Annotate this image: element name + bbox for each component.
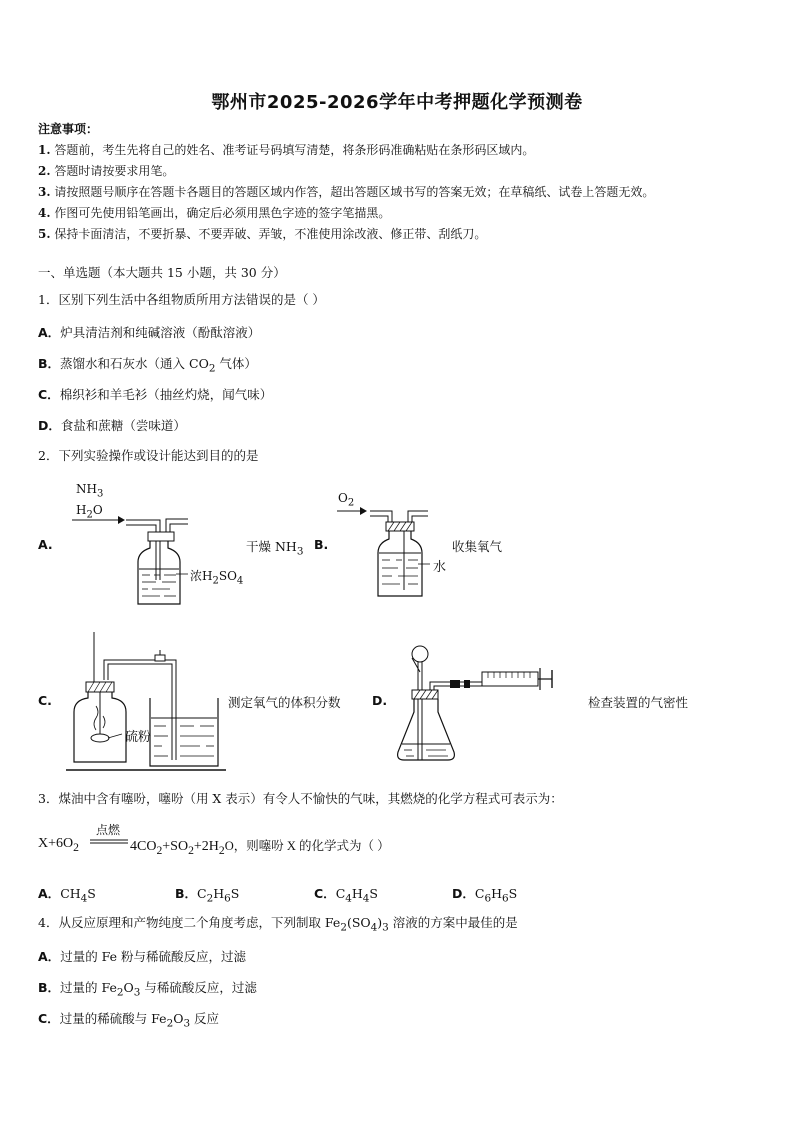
- q1-option-a: A．炉具清洁剂和纯碱溶液（酚酞溶液）: [38, 325, 261, 340]
- question-3-stem: 3．煤油中含有噻吩，噻吩（用 X 表示）有令人不愉快的气味，其燃烧的化学方程式可表示为：: [38, 791, 563, 806]
- q3-condition: 点燃: [96, 823, 121, 837]
- q3-equation-right: $4CO_2+SO_2+2H_2O$，则噻吩 X 的化学式为（ ）: [130, 839, 390, 857]
- q2b-caption: 收集氧气: [452, 539, 503, 554]
- q2a-gas-nh3: $NH_3$: [76, 482, 104, 500]
- q2a-caption: 干燥 $NH_3$: [246, 539, 304, 558]
- q3-option-c: C．$C_4H_4S$: [314, 886, 378, 905]
- note-item: 3. 请按照题号顺序在答题卡各题目的答题区域内作答，超出答题区域书写的答案无效；在草稿纸、试卷上答题无效。: [38, 185, 655, 199]
- q2-option-b-label: B.: [314, 537, 329, 552]
- q2-option-a-label: A.: [38, 537, 53, 552]
- q3-option-d: D．$C_6H_6S$: [452, 886, 518, 905]
- question-2-stem: 2．下列实验操作或设计能达到目的的是: [38, 448, 259, 463]
- page-title: 鄂州市2025-2026学年中考押题化学预测卷: [211, 92, 583, 113]
- q3-option-a: A．$CH_4S$: [38, 886, 96, 905]
- q4-option-c: C．过量的稀硫酸与 $Fe_2O_3$ 反应: [38, 1011, 220, 1030]
- q2b-gas-o2: $O_2$: [338, 491, 355, 509]
- q1-option-c: C．棉织衫和羊毛衫（抽丝灼烧，闻气味）: [38, 387, 273, 402]
- q3-equation-left: $X+6O_2$: [38, 836, 79, 854]
- question-1-stem: 1．区别下列生活中各组物质所用方法错误的是（ ）: [38, 292, 325, 307]
- q4-option-a: A．过量的 Fe 粉与稀硫酸反应，过滤: [38, 949, 247, 964]
- q2c-caption: 测定氧气的体积分数: [228, 695, 341, 710]
- q2-option-c-label: C.: [38, 693, 52, 708]
- q2d-caption: 检查装置的气密性: [588, 695, 689, 710]
- notes-heading: 注意事项：: [38, 122, 99, 136]
- note-item: 2. 答题时请按要求用笔。: [38, 164, 175, 178]
- section-heading: 一、单选题（本大题共 15 小题，共 30 分）: [38, 265, 286, 280]
- note-item: 4. 作图可先使用铅笔画出，确定后必须用黑色字迹的签字笔描黑。: [38, 206, 391, 220]
- q2a-liquid-label: 浓$H_2SO_4$: [190, 569, 244, 587]
- q2-option-d-label: D.: [372, 693, 388, 708]
- q2b-liquid-label: 水: [433, 560, 447, 575]
- note-item: 1. 答题前，考生先将自己的姓名、准考证号码填写清楚，将条形码准确粘贴在条形码区域内。: [38, 143, 535, 157]
- q1-option-d: D．食盐和蔗糖（尝味道）: [38, 418, 186, 433]
- q2a-gas-h2o: $H_2O$: [76, 503, 103, 521]
- question-4-stem: 4．从反应原理和产物纯度二个角度考虑，下列制取 $Fe_2(SO_4)_3$ 溶液的方案中最佳的是: [38, 915, 518, 934]
- q1-option-b: B．蒸馏水和石灰水（通入 $CO_2$ 气体）: [38, 356, 257, 375]
- note-item: 5. 保持卡面清洁，不要折暴、不要弄破、弄皱，不准使用涂改液、修正带、刮纸刀。: [38, 227, 487, 241]
- q3-option-b: B．$C_2H_6S$: [175, 886, 240, 905]
- q4-option-b: B．过量的 $Fe_2O_3$ 与稀硫酸反应，过滤: [38, 980, 257, 999]
- q2c-sulfur-label: 硫粉: [125, 730, 152, 745]
